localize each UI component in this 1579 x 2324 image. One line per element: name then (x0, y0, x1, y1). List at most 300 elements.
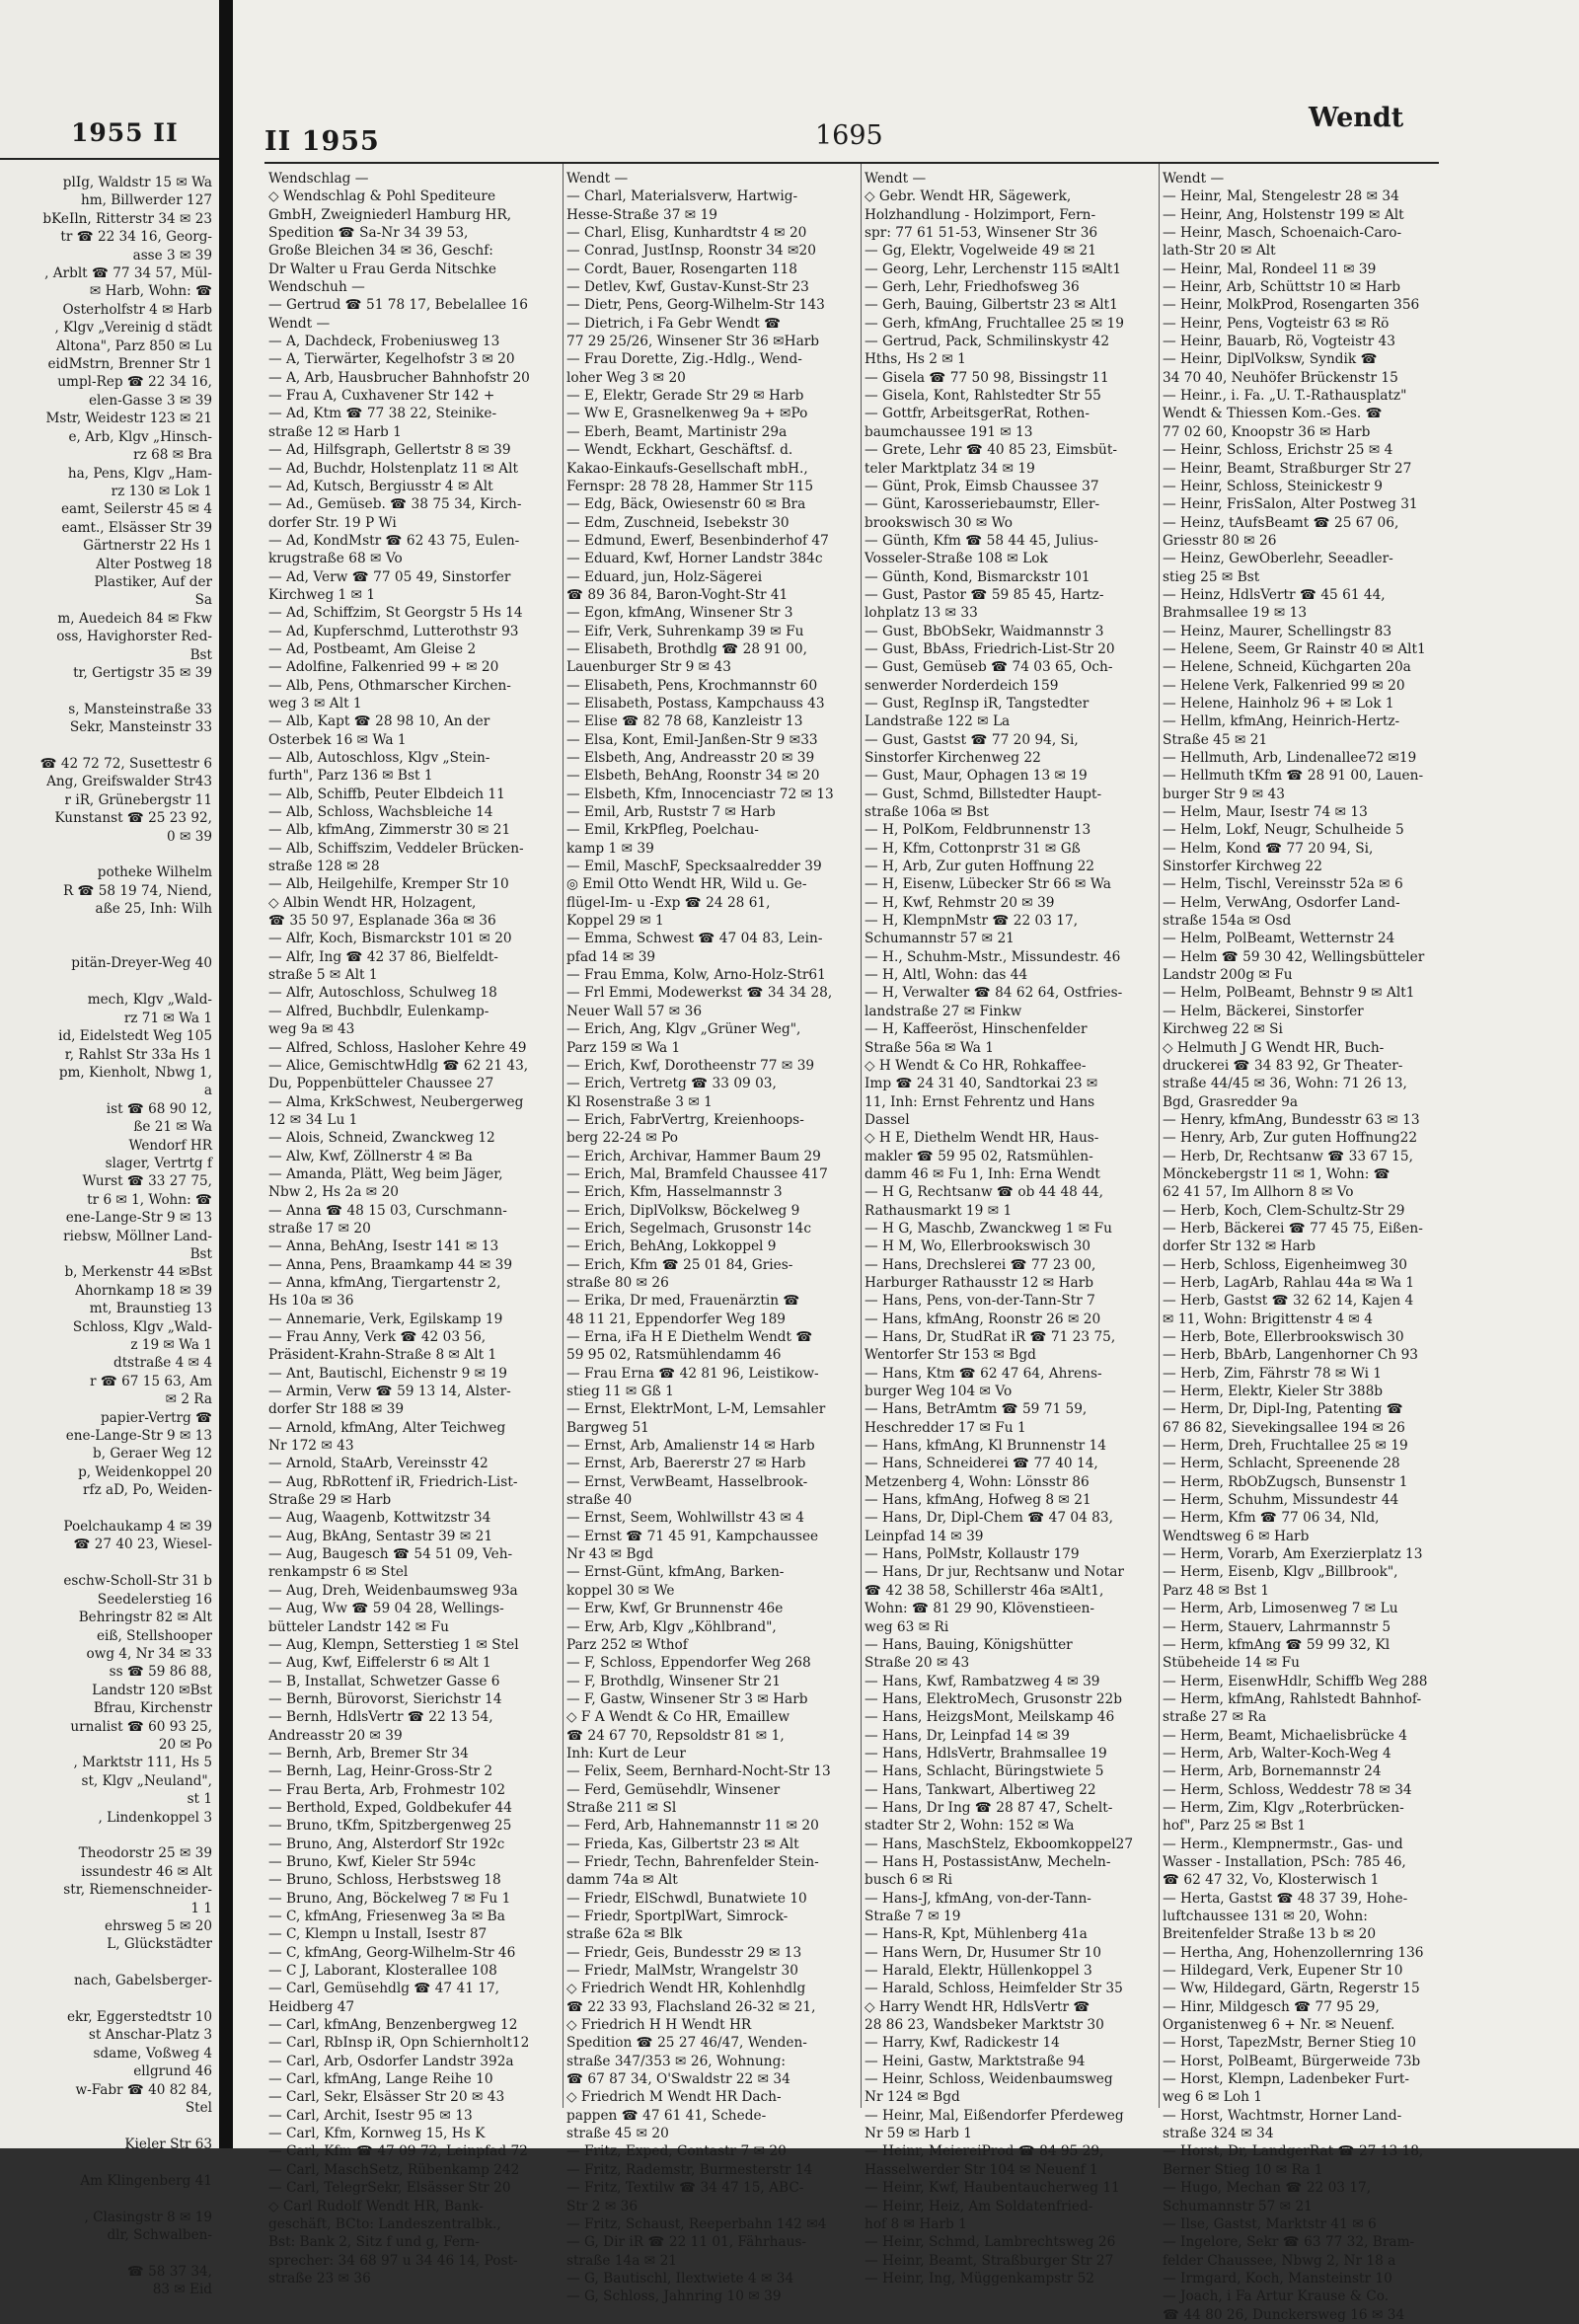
directory-entry-line: Brahmsallee 19 ✉ 13 (1163, 605, 1308, 622)
previous-page-line (0, 846, 212, 863)
directory-entry-line: luftchaussee 131 ✉ 20, Wohn: (1163, 1909, 1368, 1924)
directory-entry-line: — Ad, Buchdr, Holstenplatz 11 ✉ Alt (268, 460, 518, 477)
directory-entry-line: — Ad, Schiffzim, St Georgstr 5 Hs 14 (268, 605, 523, 622)
directory-entry-line: — Herm, Dr, Dipl-Ing, Patenting ☎ (1163, 1401, 1403, 1418)
previous-page-line: st Anschar-Platz 3 (88, 2027, 212, 2044)
directory-entry-line: — Emil, Arb, Ruststr 7 ✉ Harb (566, 804, 776, 821)
directory-entry-line: — Gisela, Kont, Rahlstedter Str 55 (865, 388, 1101, 405)
directory-entry-line: — Heinr, FrisSalon, Alter Postweg 31 (1163, 496, 1418, 513)
previous-page-line: Landstr 120 ✉Bst (92, 1682, 212, 1698)
directory-entry-line: — Elsbeth, BehAng, Roonstr 34 ✉ 20 (566, 768, 820, 785)
previous-page-line: tr 6 ✉ 1, Wohn: ☎ (87, 1191, 212, 1208)
previous-page-line: L, Glückstädter (107, 1936, 212, 1953)
directory-entry-line: — Erw, Kwf, Gr Brunnenstr 46e (566, 1601, 784, 1617)
previous-page-line: Wurst ☎ 33 27 75, (82, 1173, 212, 1190)
previous-page-line: r, Rahlst Str 33a Hs 1 (64, 1046, 212, 1063)
directory-entry-line: — Emil, MaschF, Specksaalredder 39 (566, 859, 822, 875)
directory-entry-line: — Herm, Zim, Klgv „Roterbrücken- (1163, 1799, 1404, 1816)
directory-entry-line: — Friedr, ElSchwdl, Bunatwiete 10 (566, 1890, 807, 1907)
directory-entry-line: sprecher: 34 68 97 u 34 46 14, Post- (268, 2252, 518, 2269)
directory-entry-line: — Ad, Kupferschmd, Lutterothstr 93 (268, 623, 519, 639)
directory-entry-line: — Aug, BkAng, Sentastr 39 ✉ 21 (268, 1528, 493, 1544)
directory-entry-line: — Armin, Verw ☎ 59 13 14, Alster- (268, 1384, 511, 1400)
directory-entry-line: — Heinr, Bauarb, Rö, Vogteistr 43 (1163, 334, 1395, 350)
previous-page-line: mech, Klgv „Wald- (87, 992, 212, 1009)
previous-page-line: Altona", Parz 850 ✉ Lu (56, 337, 212, 354)
directory-entry-line: 62 41 57, Im Allhorn 8 ✉ Vo (1163, 1184, 1354, 1201)
directory-entry-line: — Horst, Klempn, Ladenbeker Furt- (1163, 2071, 1410, 2088)
previous-page-line: plIg, Waldstr 15 ✉ Wa (62, 175, 212, 190)
directory-entry-line: — Gg, Elektr, Vogelweide 49 ✉ 21 (865, 243, 1096, 260)
directory-entry-line: — Frau Anny, Verk ☎ 42 03 56, (268, 1329, 487, 1345)
previous-page-line: ✉ 2 Ra (165, 1391, 212, 1408)
directory-entry-line: 34 70 40, Neuhöfer Brückenstr 15 (1163, 369, 1398, 386)
previous-page-line (0, 2117, 212, 2135)
previous-page-line: , Klgv „Vereinig d städt (54, 320, 212, 337)
directory-entry-line: — Hans, Bauing, Königshütter (865, 1636, 1073, 1653)
directory-entry-line: — Helm, PolBeamt, Wetternstr 24 (1163, 931, 1395, 947)
directory-entry-line: — Herm, Elektr, Kieler Str 388b (1163, 1384, 1384, 1400)
directory-entry-line: — A, Tierwärter, Kegelhofstr 3 ✉ 20 (268, 351, 515, 368)
directory-entry-line: — Fritz, Schaust, Reeperbahn 142 ✉4 (566, 2215, 827, 2232)
directory-entry-line: Fernspr: 28 78 28, Hammer Str 115 (566, 478, 814, 494)
directory-entry-line: — Aug, Kwf, Eiffelerstr 6 ✉ Alt 1 (268, 1655, 491, 1672)
directory-entry-line: Rathausmarkt 19 ✉ 1 (865, 1202, 1013, 1219)
column-divider (1159, 164, 1160, 2108)
directory-entry-line: — Cordt, Bauer, Rosengarten 118 (566, 261, 797, 277)
directory-entry-line: — Heinr, Schloss, Weidenbaumsweg (865, 2071, 1113, 2088)
directory-entry-line: — Hans H, PostassistAnw, Mecheln- (865, 1853, 1111, 1870)
directory-entry-line: — H G, Maschb, Zwanckweg 1 ✉ Fu (865, 1220, 1112, 1237)
directory-entry-line: Spedition ☎ Sa-Nr 34 39 53, (268, 225, 469, 242)
directory-entry-line: straße 62a ✉ Blk (566, 1926, 683, 1943)
directory-entry-line: ◇ Wendschlag & Pohl Spediteure (268, 188, 496, 205)
directory-entry-line: straße 154a ✉ Osd (1163, 913, 1292, 930)
directory-entry-line: — Helm, Kond ☎ 77 20 94, Si, (1163, 840, 1374, 857)
book-gutter (219, 0, 233, 2148)
directory-entry-line: — F, Schloss, Eppendorfer Weg 268 (566, 1655, 811, 1672)
directory-entry-line: — Heinr, DiplVolksw, Syndik ☎ (1163, 351, 1378, 368)
directory-entry-line: — Carl, Gemüsehdlg ☎ 47 41 17, (268, 1981, 500, 1997)
previous-page-line: ha, Pens, Klgv „Ham- (67, 465, 212, 482)
directory-entry-line: — Ernst, VerwBeamt, Hasselbrook- (566, 1473, 808, 1490)
running-head-name: Wendt (1309, 103, 1404, 133)
directory-entry-line: — Alb, Schloss, Wachsbleiche 14 (268, 804, 493, 821)
directory-entry-line: Griesstr 80 ✉ 26 (1163, 532, 1277, 549)
directory-entry-line: ✉ 11, Wohn: Brigittenstr 4 ✉ 4 (1163, 1311, 1373, 1327)
directory-entry-line: — Alb, Autoschloss, Klgv „Stein- (268, 750, 490, 766)
directory-entry-line: — Hinr, Mildgesch ☎ 77 95 29, (1163, 1998, 1380, 2015)
directory-entry-line: — Herm, Beamt, Michaelisbrücke 4 (1163, 1727, 1407, 1744)
directory-entry-line: — Erich, Ang, Klgv „Grüner Weg", (566, 1021, 801, 1038)
directory-entry-line: brookswisch 30 ✉ Wo (865, 514, 1014, 531)
directory-entry-line: — Carl, Kfm ☎ 47 09 72, Leinpfad 72 (268, 2143, 528, 2160)
directory-entry-line: — Ad, Verw ☎ 77 05 49, Sinstorfer (268, 568, 511, 585)
directory-entry-line: — Arnold, StaArb, Vereinsstr 42 (268, 1456, 489, 1472)
directory-entry-line: — Frau A, Cuxhavener Str 142 + (268, 388, 495, 405)
previous-page-line: id, Eidelstedt Weg 105 (58, 1028, 212, 1045)
directory-entry-line: — Harald, Schloss, Heimfelder Str 35 (865, 1981, 1123, 1997)
directory-entry-line: — Carl, kfmAng, Benzenbergweg 12 (268, 2017, 518, 2034)
directory-entry-line: ◎ Emil Otto Wendt HR, Wild u. Ge- (566, 876, 807, 893)
directory-entry-line: — Gust, Pastor ☎ 59 85 45, Hartz- (865, 586, 1104, 603)
directory-entry-line: — Herb, Bote, Ellerbrookswisch 30 (1163, 1329, 1404, 1345)
directory-entry-line: — Charl, Elisg, Kunhardtstr 4 ✉ 20 (566, 225, 807, 242)
directory-entry-line: spr: 77 61 51-53, Winsener Str 36 (865, 225, 1098, 242)
previous-page-line: Ahornkamp 18 ✉ 39 (75, 1282, 212, 1299)
directory-entry-line: weg 6 ✉ Loh 1 (1163, 2089, 1263, 2106)
previous-page-line: ☎ 27 40 23, Wiesel- (73, 1537, 212, 1553)
directory-entry-line: — H, Verwalter ☎ 84 62 64, Ostfries- (865, 985, 1123, 1002)
directory-entry-line: — Aug, RbRottenf iR, Friedrich-List- (268, 1473, 518, 1490)
previous-page-line: w-Fabr ☎ 40 82 84, (75, 2081, 212, 2098)
previous-page-line: 0 ✉ 39 (167, 828, 212, 845)
directory-entry-line: — F, Brothdlg, Winsener Str 21 (566, 1673, 782, 1689)
directory-entry-line: — Fritz, Rademstr, Burmesterstr 14 (566, 2161, 813, 2178)
directory-entry-line: — Heinr, Ang, Holstenstr 199 ✉ Alt (1163, 206, 1404, 223)
directory-entry-line: — Erw, Arb, Klgv „Köhlbrand", (566, 1618, 777, 1635)
directory-entry-line: — H, Kaffeeröst, Hinschenfelder (865, 1021, 1088, 1038)
directory-entry-line: — Ad, Kutsch, Bergiusstr 4 ✉ Alt (268, 478, 493, 494)
previous-page-line: sdame, Voßweg 4 (93, 2045, 212, 2062)
directory-entry-line: Straße 211 ✉ Sl (566, 1799, 677, 1816)
previous-page-line: , Clasingstr 8 ✉ 19 (84, 2209, 212, 2225)
directory-entry-line: Wendt — (566, 171, 629, 187)
directory-entry-line: — Elsbeth, Kfm, Innocenciastr 72 ✉ 13 (566, 786, 834, 802)
directory-entry-line: ◇ Helmuth J G Wendt HR, Buch- (1163, 1039, 1385, 1056)
directory-entry-line: — Elisabeth, Brothdlg ☎ 28 91 00, (566, 640, 807, 657)
previous-page-line: Bst (189, 1245, 212, 1262)
directory-entry-line: — Elsbeth, Ang, Andreasstr 20 ✉ 39 (566, 750, 815, 766)
directory-entry-line: — Helene Verk, Falkenried 99 ✉ 20 (1163, 677, 1405, 694)
directory-entry-line: — Horst, PolBeamt, Bürgerweide 73b (1163, 2053, 1421, 2069)
directory-entry-line: — Herm, Arb, Bornemannstr 24 (1163, 1763, 1382, 1780)
directory-entry-line: — Gisela ☎ 77 50 98, Bissingstr 11 (865, 369, 1109, 386)
directory-entry-line: — Erich, BehAng, Lokkoppel 9 (566, 1238, 777, 1255)
directory-entry-line: — C, Klempn u Install, Isestr 87 (268, 1926, 488, 1943)
directory-entry-line: — Erich, Mal, Bramfeld Chaussee 417 (566, 1165, 828, 1182)
directory-entry-line: straße 45 ✉ 20 (566, 2126, 669, 2142)
directory-entry-line: dorfer Str. 19 P Wi (268, 514, 397, 531)
previous-page-line (0, 1554, 212, 1572)
directory-entry-line: — Hans, kfmAng, Hofweg 8 ✉ 21 (865, 1492, 1091, 1509)
previous-page-line: rz 68 ✉ Bra (133, 447, 212, 464)
previous-page-line: p, Weidenkoppel 20 (78, 1463, 212, 1480)
directory-entry-line: — Hans, Kwf, Rambatzweg 4 ✉ 39 (865, 1673, 1100, 1689)
previous-page-line: ekr, Eggerstedtstr 10 (66, 2009, 212, 2026)
previous-page-line: Bst (189, 646, 212, 663)
directory-entry-line: — Herm, Schuhm, Missundestr 44 (1163, 1492, 1399, 1509)
directory-entry-line: makler ☎ 59 95 02, Ratsmühlen- (865, 1148, 1093, 1164)
directory-entry-line: — Herm, Arb, Limosenweg 7 ✉ Lu (1163, 1601, 1398, 1617)
previous-page-line: , Lindenkoppel 3 (98, 1809, 212, 1826)
directory-entry-line: Sinstorfer Kirchenweg 22 (865, 750, 1041, 766)
directory-entry-line: — Aug, Klempn, Setterstieg 1 ✉ Stel (268, 1636, 519, 1653)
directory-entry-line: straße 17 ✉ 20 (268, 1220, 371, 1237)
directory-entry-line: — Alma, KrkSchwest, Neubergerweg (268, 1093, 524, 1110)
directory-entry-line: Nr 172 ✉ 43 (268, 1438, 354, 1455)
directory-entry-line: — Hans, Dr, Leinpfad 14 ✉ 39 (865, 1727, 1070, 1744)
directory-entry-line: ☎ 24 67 70, Repsoldstr 81 ✉ 1, (566, 1727, 785, 1744)
directory-entry-line: Harburger Rathausstr 12 ✉ Harb (865, 1274, 1094, 1291)
directory-entry-line: — Herta, Gastst ☎ 48 37 39, Hohe- (1163, 1890, 1408, 1907)
directory-entry-line: — Felix, Seem, Bernhard-Nocht-Str 13 (566, 1763, 831, 1780)
directory-entry-line: — Heinr, Arb, Schüttstr 10 ✉ Harb (1163, 279, 1400, 296)
directory-entry-line: teler Marktplatz 34 ✉ 19 (865, 460, 1035, 477)
directory-entry-line: lohplatz 13 ✉ 33 (865, 605, 978, 622)
directory-entry-line: — Fritz, Exped, Contastr 7 ✉ 20 (566, 2143, 787, 2160)
directory-entry-line: — Aug, Dreh, Weidenbaumsweg 93a (268, 1582, 518, 1599)
directory-entry-line: — C J, Laborant, Klosterallee 108 (268, 1963, 497, 1980)
directory-entry-line: ☎ 35 50 97, Esplanade 36a ✉ 36 (268, 913, 496, 930)
directory-entry-line: — Elisabeth, Postass, Kampchauss 43 (566, 695, 825, 712)
directory-entry-line: — Hans, kfmAng, Kl Brunnenstr 14 (865, 1438, 1106, 1455)
directory-entry-line: — Gerh, Lehr, Friedhofsweg 36 (865, 279, 1080, 296)
directory-entry-line: — Alfr, Autoschloss, Schulweg 18 (268, 985, 497, 1002)
previous-page-line: asse 3 ✉ 39 (132, 247, 212, 263)
directory-entry-line: Koppel 29 ✉ 1 (566, 913, 664, 930)
directory-entry-line: — Hans, Dr, StudRat iR ☎ 71 23 75, (865, 1329, 1116, 1345)
directory-entry-line: busch 6 ✉ Ri (865, 1872, 952, 1889)
previous-page-line: ene-Lange-Str 9 ✉ 13 (65, 1428, 212, 1445)
directory-entry-line: Breitenfelder Straße 13 b ✉ 20 (1163, 1926, 1377, 1943)
directory-entry-line: straße 5 ✉ Alt 1 (268, 967, 378, 984)
directory-entry-line: Schumannstr 57 ✉ 21 (865, 931, 1015, 947)
directory-entry-line: — Herm, Vorarb, Am Exerzierplatz 13 (1163, 1546, 1423, 1563)
directory-entry-line: — Herm, Schlacht, Spreenende 28 (1163, 1456, 1400, 1472)
previous-page-header: 1955 II (71, 118, 179, 147)
directory-entry-line: renkampstr 6 ✉ Stel (268, 1564, 409, 1581)
directory-entry-line: straße 324 ✉ 34 (1163, 2126, 1274, 2142)
directory-entry-line: — Gerh, Bauing, Gilbertstr 23 ✉ Alt1 (865, 297, 1118, 314)
directory-entry-line: stieg 11 ✉ Gß 1 (566, 1384, 674, 1400)
directory-entry-line: — Eifr, Verk, Suhrenkamp 39 ✉ Fu (566, 623, 804, 639)
directory-entry-line: — Gertrud, Pack, Schmilinskystr 42 (865, 334, 1110, 350)
directory-entry-line: — Friedr, Geis, Bundesstr 29 ✉ 13 (566, 1944, 802, 1961)
previous-page-line (0, 737, 212, 755)
previous-page-line: elen-Gasse 3 ✉ 39 (88, 392, 212, 409)
previous-page-line: a (203, 1083, 212, 1099)
page-number: 1695 (815, 120, 883, 151)
directory-entry-line: Straße 20 ✉ 43 (865, 1655, 970, 1672)
previous-page-line: Sa (194, 592, 212, 609)
directory-entry-line: Nbw 2, Hs 2a ✉ 20 (268, 1184, 399, 1201)
directory-entry-line: — Alois, Schneid, Zwanckweg 12 (268, 1130, 495, 1147)
directory-entry-line: — Horst, Dr, LandgerRat ☎ 27 13 18, (1163, 2143, 1424, 2160)
directory-entry-line: Wasser - Installation, PSch: 785 46, (1163, 1853, 1406, 1870)
directory-entry-line: — Herm., Klempnermstr., Gas- und (1163, 1836, 1403, 1852)
previous-page-line: eidMstrn, Brenner Str 1 (47, 356, 212, 373)
previous-page-line: ✉ Harb, Wohn: ☎ (89, 283, 212, 300)
directory-entry-line: — Erich, Archivar, Hammer Baum 29 (566, 1148, 821, 1164)
directory-entry-line: — H, KlempnMstr ☎ 22 03 17, (865, 913, 1079, 930)
directory-entry-line: — Herm, RbObZugsch, Bunsenstr 1 (1163, 1473, 1408, 1490)
directory-entry-line: — Carl, kfmAng, Lange Reihe 10 (268, 2071, 493, 2088)
directory-entry-line: ◇ H Wendt & Co HR, Rohkaffee- (865, 1057, 1087, 1074)
directory-entry-line: Heschredder 17 ✉ Fu 1 (865, 1419, 1026, 1436)
previous-page-line: aße 25, Inh: Wilh (95, 901, 212, 918)
directory-entry-line: — Herm, kfmAng ☎ 59 99 32, Kl (1163, 1636, 1391, 1653)
directory-entry-line: straße 12 ✉ Harb 1 (268, 423, 402, 440)
directory-entry-line: — Carl, TelegrSekr, Elsässer Str 20 (268, 2180, 511, 2197)
directory-entry-line: — Hans, Schlacht, Büringstwiete 5 (865, 1763, 1104, 1780)
previous-page-line: Mstr, Weidestr 123 ✉ 21 (45, 411, 212, 427)
directory-entry-line: — Herm, Arb, Walter-Koch-Weg 4 (1163, 1745, 1391, 1762)
directory-entry-line: — Dietr, Pens, Georg-Wilhelm-Str 143 (566, 297, 825, 314)
directory-entry-line: straße 347/353 ✉ 26, Wohnung: (566, 2053, 786, 2069)
directory-entry-line: — Charl, Materialsverw, Hartwig- (566, 188, 798, 205)
directory-entry-line: landstraße 27 ✉ Finkw (865, 1003, 1022, 1019)
directory-entry-line: Imp ☎ 24 31 40, Sandtorkai 23 ✉ (865, 1076, 1098, 1092)
directory-entry-line: ◇ Harry Wendt HR, HdlsVertr ☎ (865, 1998, 1090, 2015)
directory-entry-line: — Bernh, Lag, Heinr-Gross-Str 2 (268, 1763, 493, 1780)
previous-page-line: bKeIln, Ritterstr 34 ✉ 23 (42, 210, 212, 227)
directory-entry-line: Stübeheide 14 ✉ Fu (1163, 1655, 1300, 1672)
directory-entry-line: Straße 56a ✉ Wa 1 (865, 1039, 995, 1056)
directory-entry-line: — Heinz, Maurer, Schellingstr 83 (1163, 623, 1392, 639)
previous-page-line: r ☎ 67 15 63, Am (90, 1373, 212, 1389)
directory-entry-line: Berner Stieg 10 ✉ Ra 1 (1163, 2161, 1323, 2178)
previous-page-line: b, Merkenstr 44 ✉Bst (64, 1264, 212, 1281)
directory-entry-line: — Helm, Bäckerei, Sinstorfer (1163, 1003, 1364, 1019)
directory-entry-line: — Hans, Drechslerei ☎ 77 23 00, (865, 1256, 1096, 1273)
directory-entry-line: 12 ✉ 34 Lu 1 (268, 1111, 358, 1128)
previous-page-line (0, 1500, 212, 1518)
directory-entry-line: — Gust, Maur, Ophagen 13 ✉ 19 (865, 768, 1088, 785)
directory-entry-line: ☎ 62 47 32, Vo, Klosterwisch 1 (1163, 1872, 1380, 1889)
directory-entry-line: — Günt, Karosseriebaumstr, Eller- (865, 496, 1100, 513)
directory-entry-line: Sinstorfer Kirchweg 22 (1163, 859, 1322, 875)
directory-entry-line: Dr Walter u Frau Gerda Nitschke (268, 261, 496, 277)
previous-page-line: Ang, Greifswalder Str43 (46, 774, 212, 790)
directory-entry-line: — Heinr, Mal, Eißendorfer Pferdeweg (865, 2107, 1124, 2124)
directory-entry-line: — Hans Wern, Dr, Husumer Str 10 (865, 1944, 1101, 1961)
previous-page-rule (0, 158, 219, 160)
previous-page-line: ße 21 ✉ Wa (133, 1119, 212, 1136)
directory-entry-line: — Eduard, jun, Holz-Sägerei (566, 568, 763, 585)
previous-page-line: issundestr 46 ✉ Alt (81, 1863, 212, 1880)
directory-entry-line: — Hellmuth, Arb, Lindenallee72 ✉19 (1163, 750, 1417, 766)
directory-entry-line: damm 46 ✉ Fu 1, Inh: Erna Wendt (865, 1165, 1100, 1182)
directory-entry-line: — Günth, Kond, Bismarckstr 101 (865, 568, 1090, 585)
directory-entry-line: — Gust, Gastst ☎ 77 20 94, Si, (865, 731, 1079, 748)
directory-entry-line: — Emma, Schwest ☎ 47 04 83, Lein- (566, 931, 823, 947)
directory-entry-line: — G, Schloss, Jahnring 10 ✉ 39 (566, 2288, 782, 2305)
directory-entry-line: — Edm, Zuschneid, Isebekstr 30 (566, 514, 790, 531)
directory-entry-line: — Amanda, Plätt, Weg beim Jäger, (268, 1165, 503, 1182)
directory-entry-line: — Heinr, MeiereiProd ☎ 84 95 29, (865, 2143, 1104, 2160)
directory-entry-line: — Friedr, MalMstr, Wrangelstr 30 (566, 1963, 798, 1980)
directory-entry-line: — Ad, Hilfsgraph, Gellertstr 8 ✉ 39 (268, 442, 511, 459)
directory-entry-line: — Alfred, Schloss, Hasloher Kehre 49 (268, 1039, 527, 1056)
directory-entry-line: straße 80 ✉ 26 (566, 1274, 669, 1291)
previous-page-line: Theodorstr 25 ✉ 39 (78, 1845, 212, 1862)
directory-entry-line: ◇ Friedrich Wendt HR, Kohlenhdlg (566, 1981, 806, 1997)
directory-entry-line: — Dietrich, i Fa Gebr Wendt ☎ (566, 315, 782, 332)
directory-entry-line: — Herb, Schloss, Eigenheimweg 30 (1163, 1256, 1407, 1273)
directory-entry-line: — Heinr, Mal, Stengelestr 28 ✉ 34 (1163, 188, 1399, 205)
previous-page-line: rfz aD, Po, Weiden- (83, 1482, 212, 1499)
directory-entry-line: — Heini, Gastw, Marktstraße 94 (865, 2053, 1086, 2069)
directory-entry-line: — Alice, GemischtwHdlg ☎ 62 21 43, (268, 1057, 529, 1074)
directory-entry-line: Du, Poppenbütteler Chaussee 27 (268, 1076, 494, 1092)
directory-entry-line: — Hans, Pens, von-der-Tann-Str 7 (865, 1293, 1095, 1310)
directory-entry-line: — Hildegard, Verk, Eupener Str 10 (1163, 1963, 1403, 1980)
directory-entry-line: Spedition ☎ 25 27 46/47, Wenden- (566, 2035, 807, 2052)
directory-entry-line: — Erich, Vertretg ☎ 33 09 03, (566, 1076, 777, 1092)
directory-entry-line: — Aug, Waagenb, Kottwitzstr 34 (268, 1510, 491, 1527)
directory-entry-line: — Carl, Sekr, Elsässer Str 20 ✉ 43 (268, 2089, 505, 2106)
directory-entry-line: — Joach, i Fa Artur Krause & Co. (1163, 2288, 1390, 2305)
directory-entry-line: — A, Arb, Hausbrucher Bahnhofstr 20 (268, 369, 530, 386)
directory-entry-line: straße 27 ✉ Ra (1163, 1709, 1267, 1726)
directory-entry-line: — Hugo, Mechan ☎ 22 03 17, (1163, 2180, 1372, 2197)
directory-entry-line: — Helm, VerwAng, Osdorfer Land- (1163, 894, 1400, 911)
directory-entry-line: pfad 14 ✉ 39 (566, 948, 656, 965)
previous-page-line: Stel (185, 2100, 212, 2117)
directory-entry-line: — Hans, HeizgsMont, Meilskamp 46 (865, 1709, 1115, 1726)
directory-entry-line: — H, PolKom, Feldbrunnenstr 13 (865, 822, 1091, 839)
directory-entry-line: — G, Dir iR ☎ 22 11 01, Fährhaus- (566, 2234, 807, 2251)
directory-entry-line: — Alb, Kapt ☎ 28 98 10, An der (268, 713, 490, 730)
directory-entry-line: — Helene, Hainholz 96 + ✉ Lok 1 (1163, 695, 1394, 712)
previous-page-line: pitän-Dreyer-Weg 40 (71, 955, 212, 972)
directory-entry-line: — Heinr, Mal, Rondeel 11 ✉ 39 (1163, 261, 1377, 277)
directory-entry-line: — B, Installat, Schwetzer Gasse 6 (268, 1673, 500, 1689)
directory-entry-line: — Ernst, Arb, Baererstr 27 ✉ Harb (566, 1456, 806, 1472)
directory-entry-line: koppel 30 ✉ We (566, 1582, 675, 1599)
previous-page-line: ehrsweg 5 ✉ 20 (105, 1918, 212, 1934)
previous-page-line: Wendorf HR (128, 1137, 212, 1154)
directory-column-3 (865, 170, 1157, 2287)
previous-page-line: eamt., Elsässer Str 39 (61, 519, 212, 536)
directory-entry-line: — Herm, Stauerv, Lahrmannstr 5 (1163, 1618, 1391, 1635)
previous-page-line: eamt, Seilerstr 45 ✉ 4 (61, 501, 212, 518)
directory-entry-line: stieg 25 ✉ Bst (1163, 568, 1260, 585)
directory-entry-line: — Herb, Dr, Rechtsanw ☎ 33 67 15, (1163, 1148, 1413, 1164)
previous-page-line: tr ☎ 22 34 16, Georg- (60, 229, 212, 246)
previous-page-line: oss, Havighorster Red- (56, 629, 212, 645)
directory-entry-line: Nr 43 ✉ Bgd (566, 1546, 654, 1563)
directory-entry-line: Vosseler-Straße 108 ✉ Lok (865, 551, 1048, 567)
previous-page-line: Schloss, Klgv „Wald- (72, 1318, 212, 1335)
directory-entry-line: — Alb, Schiffb, Peuter Elbdeich 11 (268, 786, 505, 802)
directory-entry-line: 48 11 21, Eppendorfer Weg 189 (566, 1311, 786, 1327)
directory-entry-line: — Gerh, kfmAng, Fruchtallee 25 ✉ 19 (865, 315, 1124, 332)
previous-page-line: eiß, Stellshooper (97, 1627, 212, 1644)
directory-entry-line: — Carl, MaschSetz, Rübenkamp 242 (268, 2161, 520, 2178)
directory-entry-line: Kakao-Einkaufs-Gesellschaft mbH., (566, 460, 808, 477)
directory-entry-line: — Hans, Dr Ing ☎ 28 87 47, Schelt- (865, 1799, 1113, 1816)
directory-entry-line: — Erich, Segelmach, Grusonstr 14c (566, 1220, 812, 1237)
directory-entry-line: — Carl, Kfm, Kornweg 15, Hs K (268, 2126, 486, 2142)
directory-entry-line: Landstr 200g ✉ Fu (1163, 967, 1293, 984)
directory-entry-line: ◇ Friedrich H H Wendt HR (566, 2017, 752, 2034)
directory-entry-line: — Helene, Seem, Gr Rainstr 40 ✉ Alt1 (1163, 640, 1426, 657)
directory-entry-line: straße 40 (566, 1492, 633, 1509)
directory-entry-line: — Hans, MaschStelz, Ekboomkoppel27 (865, 1836, 1134, 1852)
directory-entry-line: Kirchweg 22 ✉ Si (1163, 1021, 1283, 1038)
directory-entry-line: senwerder Norderdeich 159 (865, 677, 1059, 694)
directory-entry-line: — F, Gastw, Winsener Str 3 ✉ Harb (566, 1690, 808, 1707)
directory-entry-line: — Edg, Bäck, Owiesenstr 60 ✉ Bra (566, 496, 806, 513)
directory-entry-line: — Henry, kfmAng, Bundesstr 63 ✉ 13 (1163, 1111, 1420, 1128)
directory-entry-line: Wendt — (1163, 171, 1225, 187)
previous-page-line: e, Arb, Klgv „Hinsch- (68, 428, 212, 445)
previous-page-line: Kunstanst ☎ 25 23 92, (54, 810, 212, 827)
directory-entry-line: Hs 10a ✉ 36 (268, 1293, 354, 1310)
previous-page-line: s, Mansteinstraße 33 (68, 701, 212, 717)
